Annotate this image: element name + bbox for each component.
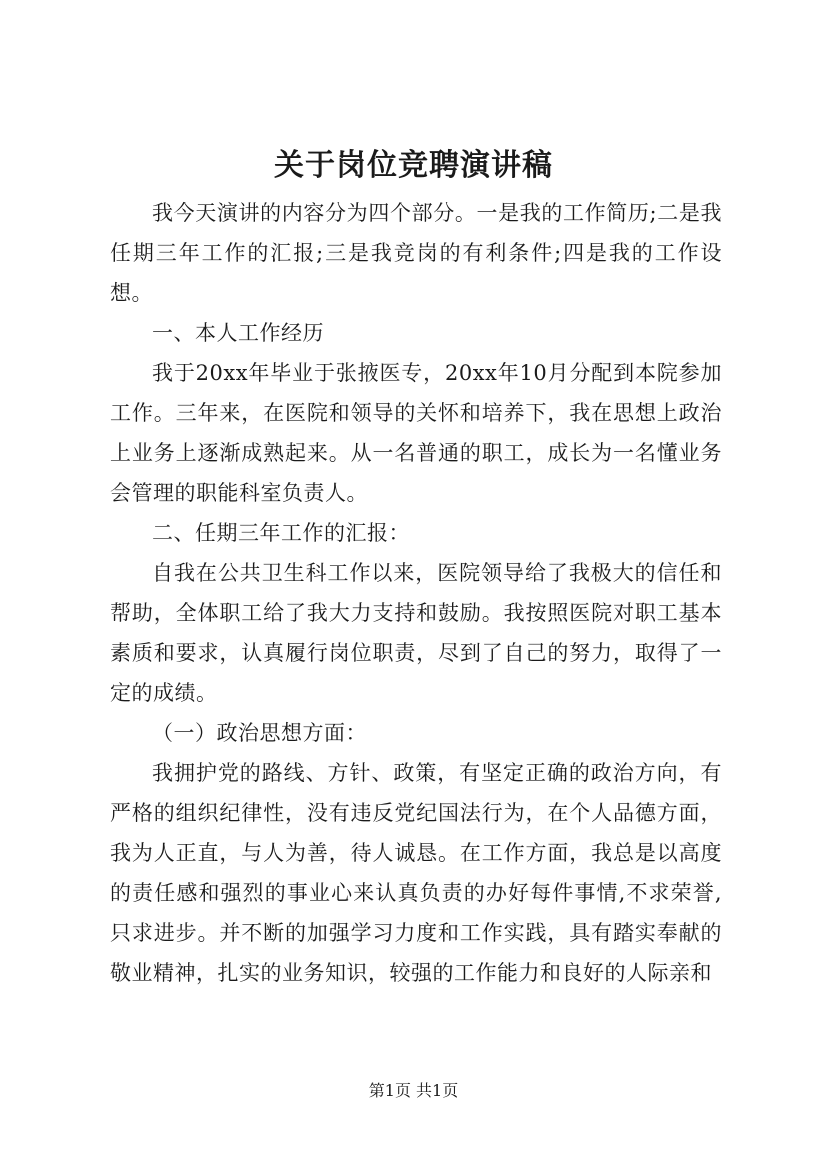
paragraph-political: 我拥护党的路线、方针、政策，有坚定正确的政治方向，有严格的组织纪律性，没有违反党纪国法行为，在个人品德方面，我为人正直，与人为善，待人诚恳。在工作方面，我总是以高度的责任感和强烈的事业心来认真负责的办好每件事情,不求荣誉,只求进步。并不断的加强学习力度和工作实践，具有踏实奉献的敬业精神，扎实的业务知识，较强的工作能力和良好的人际亲和 [110,761,722,985]
subsection-heading-political: （一）政治思想方面： [152,721,367,745]
document-body [110,193,722,993]
paragraph-term-report: 自我在公共卫生科工作以来，医院领导给了我极大的信任和帮助，全体职工给了我大力支持和鼓励。我按照医院对职工基本素质和要求，认真履行岗位职责，尽到了自己的努力，取得了一定的成绩。 [110,561,722,705]
page-footer: 第1页 共1页 [368,1081,459,1100]
section-heading-term-report: 二、任期三年工作的汇报： [152,521,410,545]
section-heading-work-experience: 一、本人工作经历 [152,321,324,345]
paragraph-work-experience: 我于20xx年毕业于张掖医专，20xx年10月分配到本院参加工作。三年来，在医院和领导的关怀和培养下，我在思想上政治上业务上逐渐成熟起来。从一名普通的职工，成长为一名懂业务会管理的职能科室负责人。 [110,361,722,505]
paragraph-intro: 我今天演讲的内容分为四个部分。一是我的工作简历;二是我任期三年工作的汇报;三是我竞岗的有利条件;四是我的工作设想。 [110,201,722,305]
document-title: 关于岗位竞聘演讲稿 [274,148,553,183]
